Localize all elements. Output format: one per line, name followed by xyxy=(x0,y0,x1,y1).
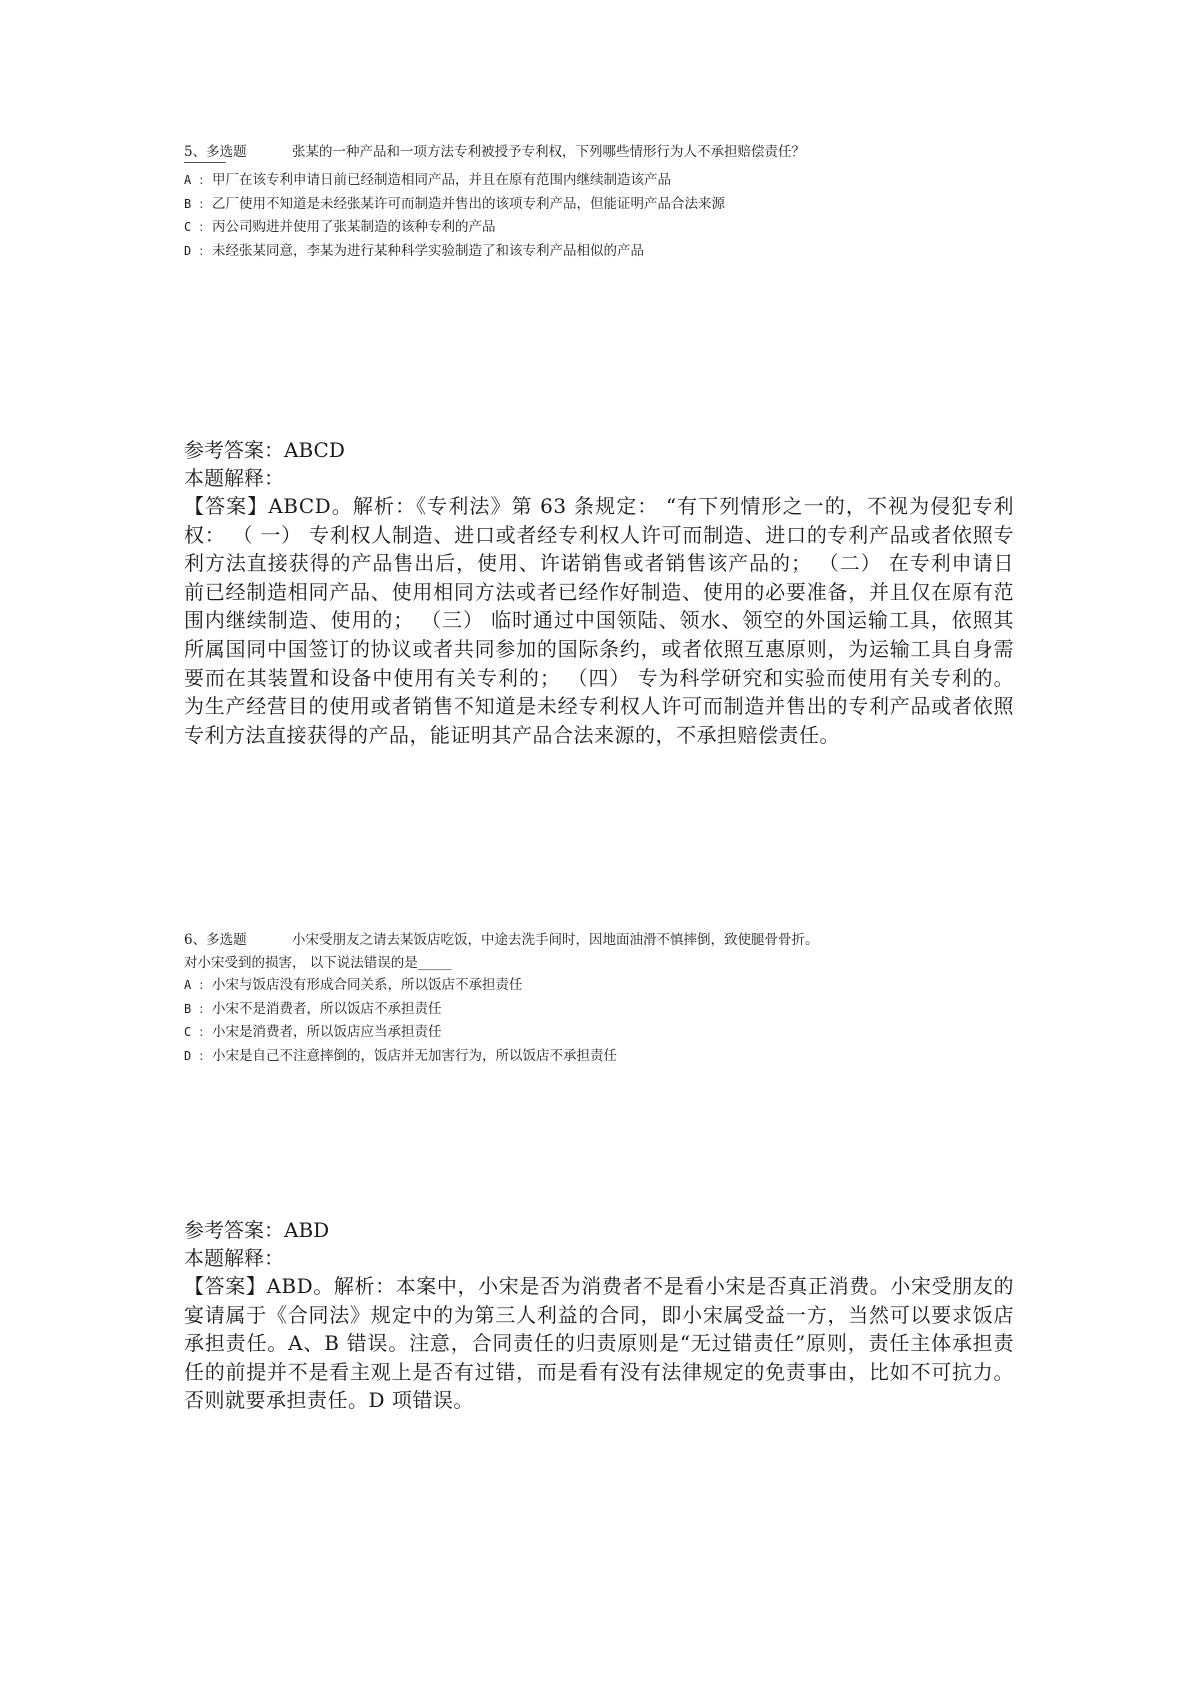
option-text: 乙厂使用不知道是未经张某许可而制造并售出的该项专利产品，但能证明产品合法来源 xyxy=(212,195,725,212)
option-text: 甲厂在该专利申请日前已经制造相同产品，并且在原有范围内继续制造该产品 xyxy=(212,172,671,188)
option-key: C ： xyxy=(184,220,211,234)
option-text: 小宋不是消费者，所以饭店不承担责任 xyxy=(212,1000,442,1017)
option-b xyxy=(184,193,1014,217)
option-c xyxy=(184,216,1014,240)
explanation-text: 【答案】ABCD。解析：《专利法》第 63 条规定： “有下列情形之一的，不视为侵犯专利权： （ 一） 专利权人制造、进口或者经专利权人许可而制造、进口的专利产品或者依照专利方法直接获得的产品售出后，使用、许诺销售或者销售该产品的； （二） 在专利申请日前已经制造相同产品、使用相同方法或者已经作好制造、使用的必要准备，并且仅在原有范围内继续制造、使用的； （三） 临时通过中国领陆、领水、领空的外国运输工具，依照其所属国同中国签订的协议或者共同参加的国际条约，或者依照互惠原则，为运输工具自身需要而在其装置和设备中使用有关专利的； （四） 专为科学研究和实验而使用有关专利的。为生产经营目的使用或者销售不知道是未经专利权人许可而制造并售出的专利产品或者依照专利方法直接获得的产品，能证明其产品合法来源的，不承担赔偿责任。 xyxy=(184,494,1014,747)
question-stem-continued: 对小宋受到的损害， 以下说法错误的是_____ xyxy=(184,955,452,971)
explanation-text: 【答案】ABD。解析：本案中，小宋是否为消费者不是看小宋是否真正消费。小宋受朋友的宴请属于《合同法》规定中的为第三人利益的合同，即小宋属受益一方，当然可以要求饭店承担责任。A、B 错误。注意，合同责任的归责原则是“无过错责任”原则，责任主体承担责任的前提并不是看主观上是否有过错，而是看有没有法律规定的免责事由，比如不可抗力。否则就要承担责任。D 项错误。 xyxy=(184,1274,1014,1413)
question-header xyxy=(184,928,1014,952)
question-number: 5、多选题 xyxy=(184,144,247,160)
option-text: 小宋是自己不注意摔倒的，饭店并无加害行为，所以饭店不承担责任 xyxy=(212,1047,617,1064)
option-key: C ： xyxy=(184,1025,211,1039)
option-key: D ： xyxy=(184,243,211,258)
option-key: D ： xyxy=(184,1048,211,1063)
explanation-title: 本题解释： xyxy=(184,1246,284,1270)
option-key: B ： xyxy=(184,196,211,211)
option-key: A ： xyxy=(184,978,211,992)
answer-section-5 xyxy=(184,436,1014,749)
option-list xyxy=(184,974,1014,1068)
option-text: 丙公司购进并使用了张某制造的该种专利的产品 xyxy=(212,219,496,235)
option-text: 小宋与饭店没有形成合同关系，所以饭店不承担责任 xyxy=(212,977,523,993)
option-b xyxy=(184,998,1014,1022)
option-list xyxy=(184,169,1014,263)
question-header xyxy=(184,140,1014,164)
option-a xyxy=(184,169,1014,193)
option-d xyxy=(184,1045,1014,1069)
option-a xyxy=(184,974,1014,998)
explanation-title: 本题解释： xyxy=(184,466,284,490)
question-6 xyxy=(184,928,1014,1068)
question-stem: 小宋受朋友之请去某饭店吃饭，中途去洗手间时，因地面油滑不慎摔倒，致使腿骨骨折。 xyxy=(292,932,819,948)
option-d xyxy=(184,240,1014,264)
reference-answer: 参考答案：ABCD xyxy=(184,438,345,462)
question-stem: 张某的一种产品和一项方法专利被授予专利权，下列哪些情形行为人不承担赔偿责任？ xyxy=(292,144,805,160)
option-c xyxy=(184,1021,1014,1045)
reference-answer: 参考答案：ABD xyxy=(184,1218,330,1242)
question-number: 6、多选题 xyxy=(184,932,247,948)
question-5 xyxy=(184,140,1014,263)
option-text: 小宋是消费者，所以饭店应当承担责任 xyxy=(212,1024,442,1040)
option-key: B ： xyxy=(184,1001,211,1016)
option-text: 未经张某同意，李某为进行某种科学实验制造了和该专利产品相似的产品 xyxy=(212,242,644,259)
option-key: A ： xyxy=(184,173,211,187)
answer-section-6 xyxy=(184,1216,1014,1415)
